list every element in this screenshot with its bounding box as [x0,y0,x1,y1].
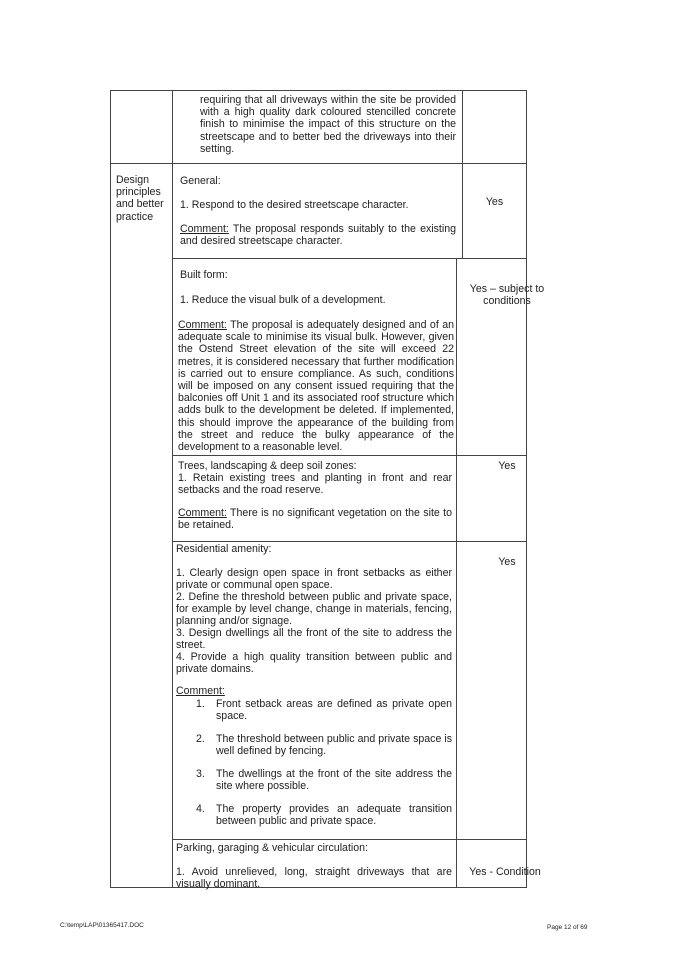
row-divider-section [110,163,527,164]
row-divider-residential [172,541,527,542]
residential-comment-3 [196,768,452,794]
residential-comment-1-text: Front setback areas are defined as private open space. [216,698,452,723]
row-divider-parking [172,839,527,840]
general-compliance: Yes [485,196,504,208]
table-border-right [526,90,527,888]
residential-comment-2 [196,733,452,759]
section-label: Design principles and better practice [116,174,164,223]
footer-file-path: C:\temp\LAP\01365417.DOC [60,922,144,929]
built-form-compliance: Yes – subject to conditions [469,283,545,308]
residential-comment-2-text: The threshold between public and private space is well defined by fencing. [216,733,452,758]
built-form-heading: Built form: [180,269,228,281]
residential-comment-4 [196,803,452,829]
trees-comment-text: There is no significant vegetation on the site to be retained. [178,507,452,532]
trees-comment [178,507,452,531]
residential-comment-3-num: 3. [196,768,205,780]
built-form-comment-label: Comment: [178,319,227,331]
residential-heading: Residential amenity: [176,543,272,555]
residential-comment-4-text: The property provides an adequate transition between public and private space. [216,803,452,828]
trees-item: 1. Retain existing trees and planting in front and rear setbacks and the road reserve. [178,472,452,497]
table-border-left [110,90,111,888]
general-comment-label: Comment: [180,223,229,235]
table-divider-col2-upper [462,90,463,258]
row-divider-built-form [172,258,527,259]
general-heading: General: [180,175,221,187]
built-form-comment [178,319,454,453]
trees-comment-label: Comment: [178,507,227,519]
table-divider-col1 [172,90,173,888]
residential-item-3: 3. Design dwellings all the front of the site to address the street. [176,627,452,652]
built-form-item: 1. Reduce the visual bulk of a development. [180,294,386,306]
built-form-comment-text: The proposal is adequately designed and of an adequate scale to minimise its visual bulk. However, given the Ostend Street elevation of the site will exceed 22 metres, it is considered necessary that further modification is carried out to ensure compliance. As such, conditions will be imposed on any consent issued requiring that the balconies off Unit 1 and its associated roof structure which adds bulk to the development be deleted. If implemented, this should improve the appearance of the building from the street and reduce the bulky appearance of the development to a reasonable level. [178,319,454,454]
residential-comment-2-num: 2. [196,733,205,745]
residential-comment-4-num: 4. [196,803,205,815]
residential-item-4: 4. Provide a high quality transition between public and private domains. [176,651,452,676]
table-divider-col2-lower [456,258,457,888]
general-comment [180,223,456,247]
residential-comment-1-num: 1. [196,698,205,710]
residential-compliance: Yes [498,556,516,568]
residential-item-2: 2. Define the threshold between public and private space, for example by level change, change in materials, fencing, planning and/or signage. [176,591,452,628]
footer-page-number: Page 12 of 69 [547,924,588,931]
residential-comment-1 [196,698,452,724]
trees-compliance: Yes [498,460,516,472]
residential-comment-3-text: The dwellings at the front of the site address the site where possible. [216,768,452,793]
residential-comment-label: Comment: [176,685,225,697]
parking-item: 1. Avoid unrelieved, long, straight driveways that are visually dominant. [176,866,452,891]
residential-item-1: 1. Clearly design open space in front setbacks as either private or communal open space. [176,567,452,592]
parking-heading: Parking, garaging & vehicular circulation: [176,842,368,854]
trees-heading: Trees, landscaping & deep soil zones: [178,460,357,472]
general-item: 1. Respond to the desired streetscape character. [180,199,409,211]
general-comment-text: The proposal responds suitably to the existing and desired streetscape character. [180,223,456,248]
parking-compliance: Yes - Condition [469,866,541,878]
continuation-text: requiring that all driveways within the site be provided with a high quality dark coloured stencilled concrete finish to minimise the impact of this structure on the streetscape and to better bed the driveways into their setting. [200,94,456,155]
row-divider-trees [172,455,527,456]
